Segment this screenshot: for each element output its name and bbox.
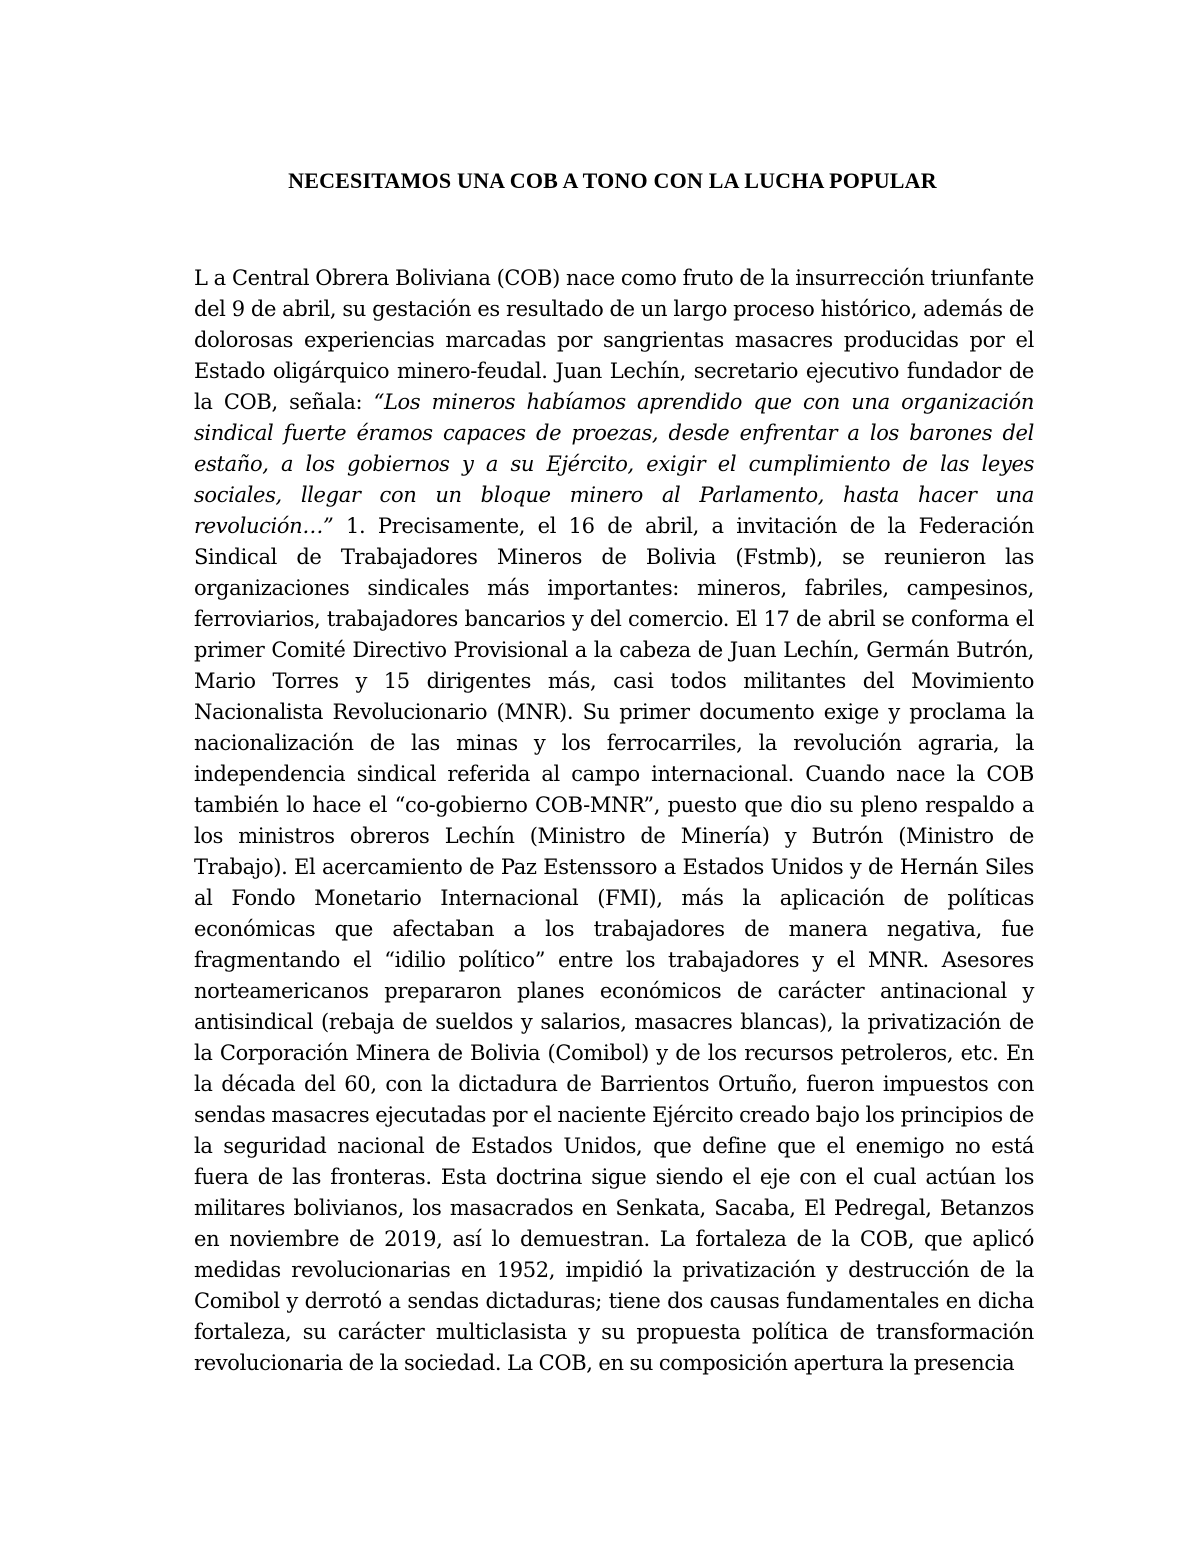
body-paragraph	[194, 263, 1034, 1379]
paragraph-intro-text: L a Central Obrera Boliviana (COB) nace como fruto de la insurrección triunfante del 9 de abril, su gestación es resultado de un largo proceso histórico, además de dolorosas experiencias marcadas por sangrientas masacres producidas por el Estado oligárquico minero-feudal. Juan Lechín, secretario ejecutivo fundador de la COB, señala:	[194, 266, 1034, 414]
paragraph-main-text: . Precisamente, el 16 de abril, a invitación de la Federación Sindical de Trabajadores Mineros de Bolivia (Fstmb), se reunieron las organizaciones sindicales más importantes: mineros, fabriles, campesinos, ferroviarios, trabajadores bancarios y del comercio. El 17 de abril se conforma el primer Comité Directivo Provisional a la cabeza de Juan Lechín, Germán Butrón, Mario Torres y 15 dirigentes más, casi todos militantes del Movimiento Nacionalista Revolucionario (MNR). Su primer documento exige y proclama la nacionalización de las minas y los ferrocarriles, la revolución agraria, la independencia sindical referida al campo internacional. Cuando nace la COB también lo hace el “co-gobierno COB-MNR”, puesto que dio su pleno respaldo a los ministros obreros Lechín (Ministro de Minería) y Butrón (Ministro de Trabajo). El acercamiento de Paz Estenssoro a Estados Unidos y de Hernán Siles al Fondo Monetario Internacional (FMI), más la aplicación de políticas económicas que afectaban a los trabajadores de manera negativa, fue fragmentando el “idilio político” entre los trabajadores y el MNR. Asesores norteamericanos prepararon planes económicos de carácter antinacional y antisindical (rebaja de sueldos y salarios, masacres blancas), la privatización de la Corporación Minera de Bolivia (Comibol) y de los recursos petroleros, etc. En la década del 60, con la dictadura de Barrientos Ortuño, fueron impuestos con sendas masacres ejecutadas por el naciente Ejército creado bajo los principios de la seguridad nacional de Estados Unidos, que define que el enemigo no está fuera de las fronteras. Esta doctrina sigue siendo el eje con el cual actúan los militares bolivianos, los masacrados en Senkata, Sacaba, El Pedregal, Betanzos en noviembre de 2019, así lo demuestran. La fortaleza de la COB, que aplicó medidas revolucionarias en 1952, impidió la privatización y destrucción de la Comibol y derrotó a sendas dictaduras; tiene dos causas fundamentales en dicha fortaleza, su carácter multiclasista y su propuesta política de transformación revolucionaria de la sociedad. La COB, en su composición apertura la presencia	[194, 514, 1034, 1375]
document-title: NECESITAMOS UNA COB A TONO CON LA LUCHA POPULAR	[288, 168, 937, 193]
footnote-reference: 1	[333, 514, 359, 538]
lechin-quote: “Los mineros habíamos aprendido que con una organización sindical fuerte éramos capaces de proezas, desde enfrentar a los barones del estaño, a los gobiernos y a su Ejército, exigir el cumplimiento de las leyes sociales, llegar con un bloque minero al Parlamento, hasta hacer una revolución…”	[194, 390, 1034, 538]
